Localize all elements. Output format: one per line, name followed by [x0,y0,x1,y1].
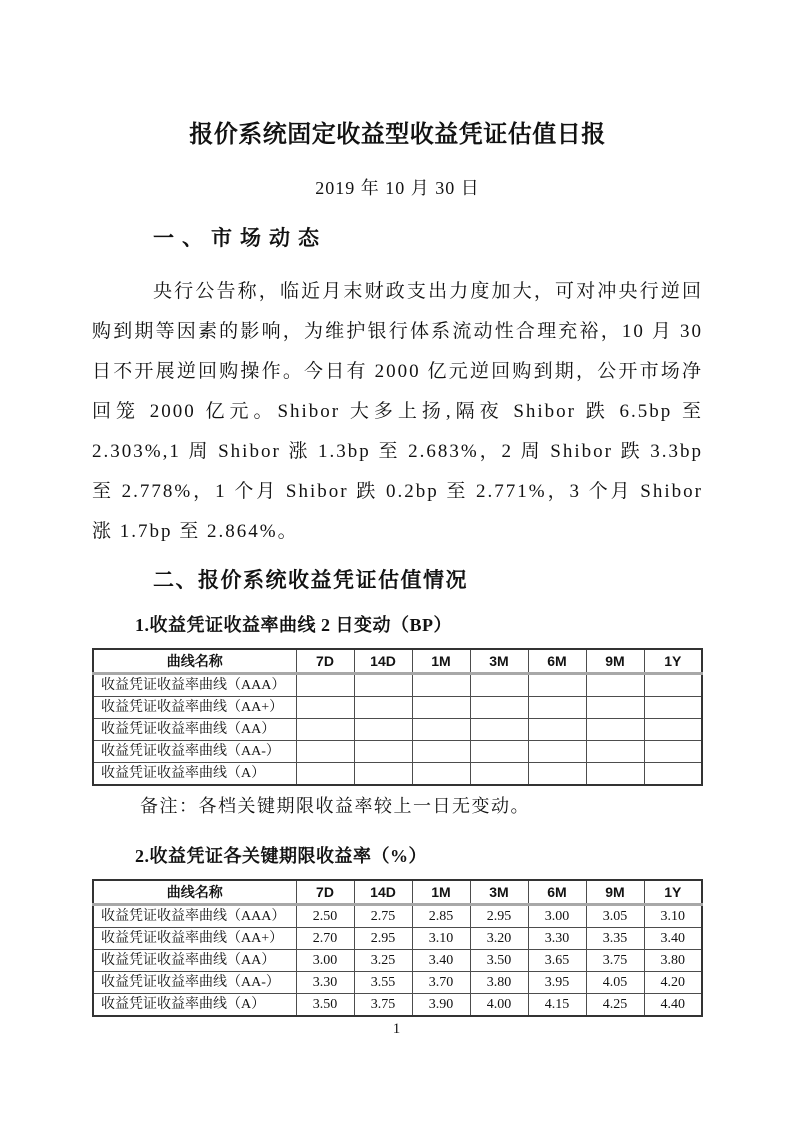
value-cell [412,741,470,763]
table-row [93,950,702,972]
column-header-tenor: 7D [296,649,354,674]
value-cell [354,674,412,697]
column-header-tenor: 9M [586,649,644,674]
value-cell: 2.95 [354,928,412,950]
value-cell [528,763,586,786]
value-cell [412,763,470,786]
curve-row-label: 收益凭证收益率曲线（AAA） [93,905,296,928]
table-row [93,972,702,994]
value-cell [470,674,528,697]
column-header-curve-name: 曲线名称 [93,649,296,674]
value-cell: 3.40 [644,928,702,950]
value-cell [296,674,354,697]
value-cell [528,697,586,719]
value-cell [644,719,702,741]
column-header-tenor: 1M [412,880,470,905]
table-row [93,741,702,763]
value-cell: 3.30 [296,972,354,994]
column-header-tenor: 14D [354,880,412,905]
table1-title: 1.收益凭证收益率曲线 2 日变动（BP） [135,615,452,635]
value-cell [354,741,412,763]
value-cell: 2.85 [412,905,470,928]
value-cell: 2.75 [354,905,412,928]
value-cell: 3.10 [412,928,470,950]
value-cell [412,719,470,741]
value-cell: 3.90 [412,994,470,1017]
value-cell [528,741,586,763]
value-cell: 3.50 [296,994,354,1017]
table2-title: 2.收益凭证各关键期限收益率（%） [135,846,427,866]
value-cell [296,763,354,786]
curve-row-label: 收益凭证收益率曲线（AA+） [93,928,296,950]
value-cell [644,674,702,697]
value-cell [470,697,528,719]
value-cell: 3.00 [528,905,586,928]
column-header-tenor: 14D [354,649,412,674]
value-cell: 4.05 [586,972,644,994]
table1-note: 备注：各档关键期限收益率较上一日无变动。 [140,796,530,816]
column-header-tenor: 1Y [644,880,702,905]
yield-curve-change-table [92,648,703,786]
value-cell [528,719,586,741]
value-cell [296,741,354,763]
column-header-curve-name: 曲线名称 [93,880,296,905]
value-cell: 4.25 [586,994,644,1017]
value-cell [586,741,644,763]
value-cell: 2.95 [470,905,528,928]
market-dynamics-paragraph: 央行公告称，临近月末财政支出力度加大，可对冲央行逆回购到期等因素的影响，为维护银行体系流动性合理充裕，10 月 30 日不开展逆回购操作。今日有 2000 亿元逆回购到期，公开市场净回笼 2000 亿元。Shibor 大多上扬,隔夜 Shibor 跌 6.5bp 至 2.303%,1 周 Shibor 涨 1.3bp 至 2.683%，2 周 Shibor 跌 3.3bp 至 2.778%，1 个月 Shibor 跌 0.2bp 至 2.771%，3 个月 Shibor 涨 1.7bp 至 2.864%。 [92,281,703,542]
key-tenor-yield-table [92,879,703,1017]
value-cell: 3.95 [528,972,586,994]
value-cell: 3.75 [354,994,412,1017]
value-cell: 3.70 [412,972,470,994]
value-cell [528,674,586,697]
table-row [93,928,702,950]
value-cell [296,697,354,719]
curve-row-label: 收益凭证收益率曲线（A） [93,994,296,1017]
column-header-tenor: 1M [412,649,470,674]
value-cell: 3.10 [644,905,702,928]
value-cell [586,719,644,741]
column-header-tenor: 1Y [644,649,702,674]
value-cell: 4.15 [528,994,586,1017]
curve-row-label: 收益凭证收益率曲线（AA） [93,719,296,741]
value-cell: 3.80 [470,972,528,994]
curve-row-label: 收益凭证收益率曲线（A） [93,763,296,786]
column-header-tenor: 3M [470,649,528,674]
column-header-tenor: 7D [296,880,354,905]
document-title: 报价系统固定收益型收益凭证估值日报 [189,121,606,148]
section-heading-market-dynamics: 一、市场动态 [153,227,327,250]
value-cell [354,719,412,741]
value-cell [586,674,644,697]
value-cell: 4.20 [644,972,702,994]
value-cell: 3.00 [296,950,354,972]
table-header-row [93,649,702,674]
table-row [93,905,702,928]
value-cell: 3.30 [528,928,586,950]
column-header-tenor: 6M [528,649,586,674]
curve-row-label: 收益凭证收益率曲线（AA-） [93,741,296,763]
value-cell: 4.40 [644,994,702,1017]
value-cell: 3.40 [412,950,470,972]
value-cell: 3.20 [470,928,528,950]
curve-row-label: 收益凭证收益率曲线（AA-） [93,972,296,994]
section-heading-valuation: 二、报价系统收益凭证估值情况 [153,569,468,592]
value-cell [586,763,644,786]
column-header-tenor: 3M [470,880,528,905]
value-cell: 3.25 [354,950,412,972]
table-row [93,719,702,741]
value-cell: 2.70 [296,928,354,950]
curve-row-label: 收益凭证收益率曲线（AA） [93,950,296,972]
value-cell: 2.50 [296,905,354,928]
value-cell: 3.80 [644,950,702,972]
table-row [93,697,702,719]
column-header-tenor: 6M [528,880,586,905]
value-cell: 3.05 [586,905,644,928]
value-cell [470,719,528,741]
page-number: 1 [392,1021,401,1037]
value-cell: 4.00 [470,994,528,1017]
value-cell [644,763,702,786]
value-cell [470,741,528,763]
table-row [93,994,702,1017]
table-row [93,763,702,786]
value-cell: 3.55 [354,972,412,994]
curve-row-label: 收益凭证收益率曲线（AAA） [93,674,296,697]
value-cell [644,697,702,719]
table-row [93,674,702,697]
value-cell [296,719,354,741]
value-cell: 3.35 [586,928,644,950]
value-cell [644,741,702,763]
value-cell [470,763,528,786]
document-date: 2019 年 10 月 30 日 [315,178,480,198]
value-cell [412,697,470,719]
value-cell: 3.50 [470,950,528,972]
value-cell [412,674,470,697]
value-cell [586,697,644,719]
column-header-tenor: 9M [586,880,644,905]
value-cell: 3.75 [586,950,644,972]
value-cell: 3.65 [528,950,586,972]
value-cell [354,763,412,786]
curve-row-label: 收益凭证收益率曲线（AA+） [93,697,296,719]
value-cell [354,697,412,719]
table-header-row [93,880,702,905]
